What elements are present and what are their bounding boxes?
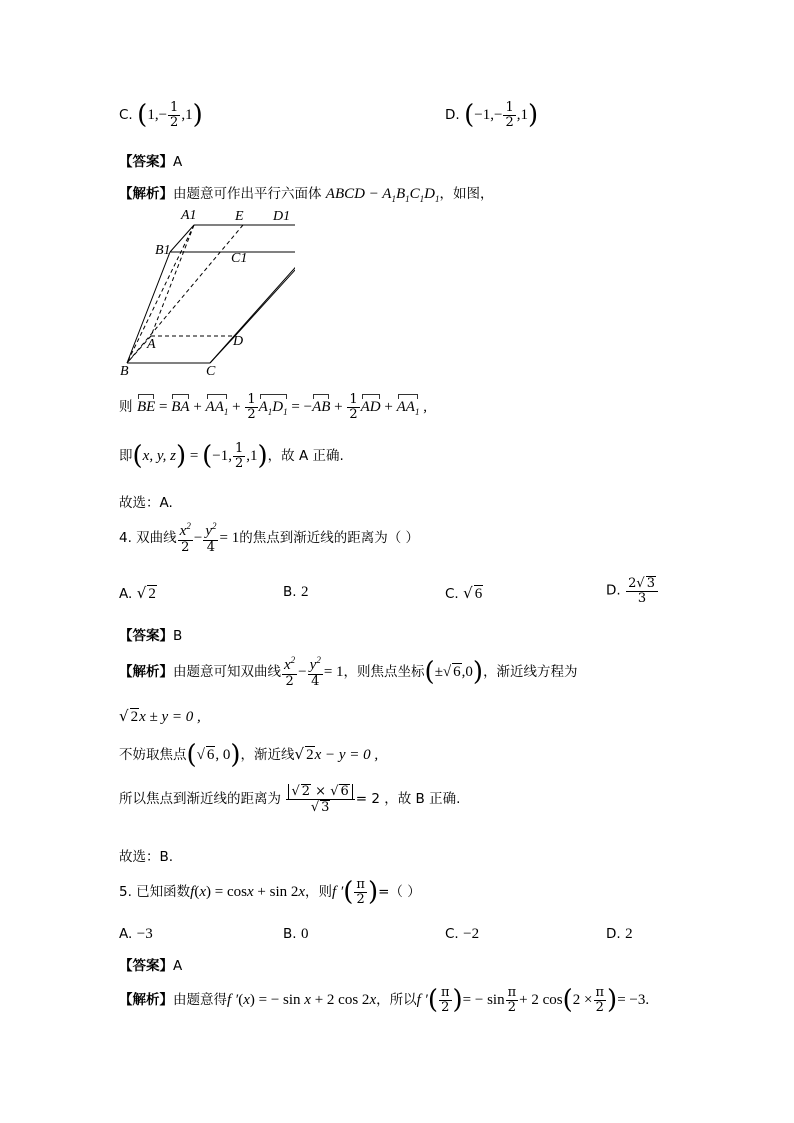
label-b: B bbox=[120, 364, 129, 379]
q4-analysis-line4: 所以焦点到渐近线的距离为 $\frac{√ 2 \times √ 6}{√ 3}$ = 2 ，故 B 正确. bbox=[119, 784, 461, 815]
label-a1: A1 bbox=[181, 208, 197, 223]
q3-result: 即(x, y, z) = (−1, $\frac{1}{2}$ ,1)，故 A 正确. bbox=[119, 441, 344, 472]
q4-option-c: C. √ 6 bbox=[445, 584, 483, 602]
q4-analysis-line1: 【解析】由题意可知双曲线 $\frac{x^2}{2}$ − $\frac{y^2}{4}$ = 1，则焦点坐标(±√ 6,0)，渐近线方程为 bbox=[119, 655, 578, 689]
q4-option-b: B. 2 bbox=[283, 584, 309, 600]
vector-equation: 则 BE = BA + $AA_1$ + $\frac{1}{2}$ $A_1D_1 = -AB$ + $\frac{1}{2}$ AD + $AA_1$ , bbox=[119, 392, 427, 422]
q4-answer: 【答案】B bbox=[119, 628, 183, 644]
q4-option-a: A. √ 2 bbox=[119, 584, 156, 602]
q5-analysis: 【解析】由题意得f ′(x) = − sin x + 2 cos 2x，所以f ′( $\frac{\pi}{2}$ )= − sin $\frac{\pi}{2}$ + 2 cos(2 × $\frac{\pi}{2}$ )= −3. bbox=[119, 985, 650, 1016]
q5-option-d: D. 2 bbox=[606, 926, 633, 942]
option-d: D. (−1,− $\frac{1}{2}$ ,1) bbox=[445, 100, 539, 131]
label-a: A bbox=[147, 337, 156, 352]
q3-analysis: 【解析】由题意可作出平行六面体 ABCD − $A_1B_1C_1D_1$，如图， bbox=[119, 186, 494, 204]
q5-answer: 【答案】A bbox=[119, 958, 183, 974]
label-c: C bbox=[206, 364, 216, 379]
q5-option-a: A. −3 bbox=[119, 926, 153, 942]
parallelepiped-figure bbox=[115, 205, 295, 380]
q5-option-c: C. −2 bbox=[445, 926, 480, 942]
label-d1: D1 bbox=[273, 209, 291, 224]
label-d: D bbox=[233, 334, 244, 349]
q4-stem: 4. 双曲线 $\frac{x^2}{2}$ − $\frac{y^2}{4}$ = 1的焦点到渐近线的距离为（ ） bbox=[119, 521, 419, 555]
label-b1: B1 bbox=[155, 243, 171, 258]
q4-analysis-line3: 不妨取焦点(√ 6, 0)，渐近线√ 2x − y = 0 , bbox=[119, 740, 379, 770]
q3-answer: 【答案】A bbox=[119, 154, 183, 170]
option-c: C. (1,− $\frac{1}{2}$ ,1) bbox=[119, 100, 203, 131]
q4-option-d: D. $\frac{2√ 3}{3}$ bbox=[606, 576, 659, 605]
label-c1: C1 bbox=[231, 251, 248, 266]
q3-choice: 故选：A. bbox=[119, 495, 173, 511]
label-e: E bbox=[235, 209, 244, 224]
q4-analysis-line2: √ 2x ± y = 0 , bbox=[119, 707, 201, 725]
q5-stem: 5. 已知函数f(x) = cosx + sin 2x，则f ′( $\frac{\pi}{2}$ )=（ ） bbox=[119, 877, 421, 908]
q4-choice: 故选：B. bbox=[119, 849, 174, 865]
q5-option-b: B. 0 bbox=[283, 926, 309, 942]
